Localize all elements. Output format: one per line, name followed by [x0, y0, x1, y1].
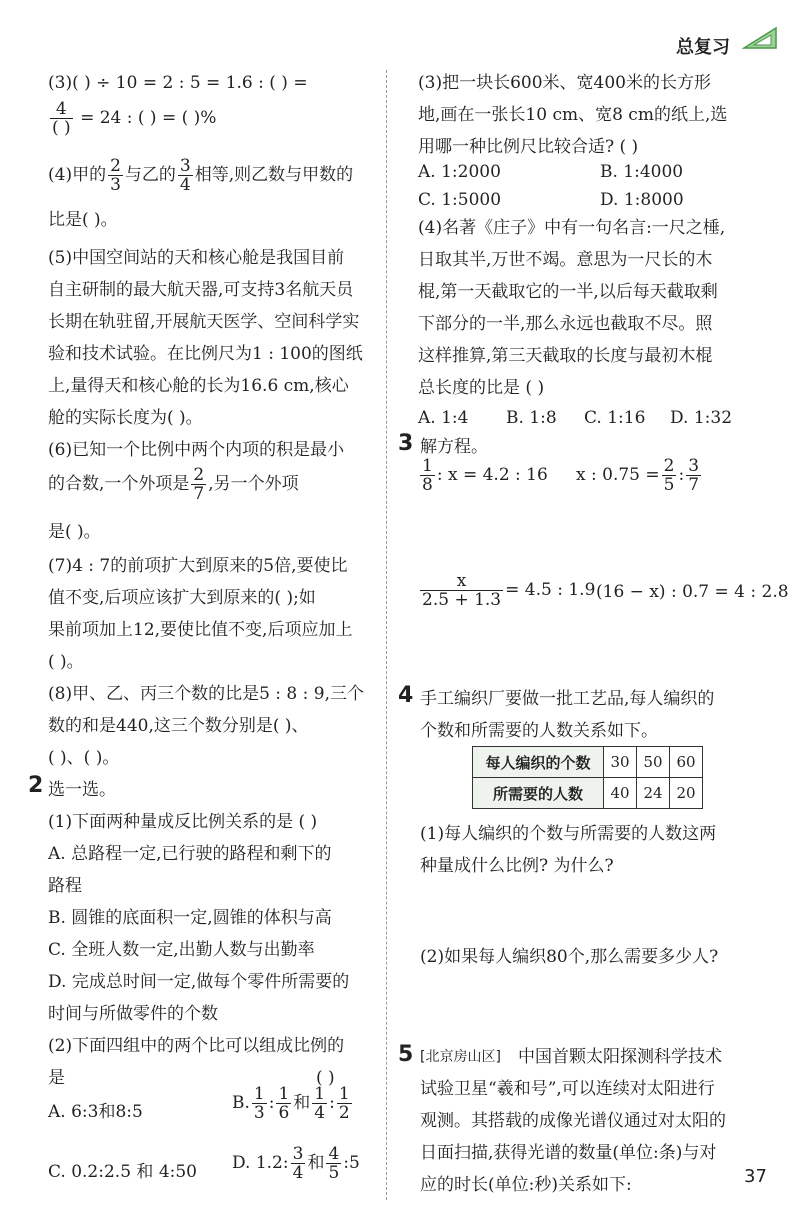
q1-7-line: 果前项加上12,要使比值不变,后项应加上 [48, 620, 353, 640]
q1-6-line1: (6)已知一个比例中两个内项的积是最小 [48, 440, 345, 460]
table-cell: 60 [670, 747, 703, 778]
question-number: 5 [398, 1042, 414, 1067]
q1-5-line: (5)中国空间站的天和核心舱是我国目前 [48, 248, 345, 268]
q4-2-line: (2)如果每人编织80个,那么需要多少人? [420, 947, 719, 967]
q2-2-line2: 是 [48, 1068, 65, 1088]
table-row [473, 778, 703, 809]
page-number: 37 [744, 1166, 767, 1187]
table-cell: 30 [604, 747, 637, 778]
q2-4-line: (4)名著《庄子》中有一句名言:一尺之棰, [418, 218, 726, 238]
question-number: 4 [398, 683, 414, 708]
q1-5-line: 验和技术试验。在比例尺为1 : 100的图纸 [48, 344, 363, 364]
q2-3-line: 地,画在一张长10 cm、宽8 cm的纸上,选 [418, 105, 728, 125]
question-number: 3 [398, 431, 414, 456]
q2-3-line: 用哪一种比例尺比较合适? ( ) [418, 137, 639, 157]
table-cell: 20 [670, 778, 703, 809]
q4-line: 手工编织厂要做一批工艺品,每人编织的 [420, 689, 715, 709]
q2-2-option-d: D. 1.2: $\frac{3}{4}$ 和 $\frac{4}{5}$ :5 [232, 1144, 360, 1183]
q1-8-line: 数的和是440,这三个数分别是( )、 [48, 716, 309, 736]
q2-2-option-b: B. $\frac{1}{3}$ : $\frac{1}{6}$ 和 $\frac{1}{4}$ : $\frac{1}{2}$ [232, 1084, 350, 1123]
q1-5-line: 上,量得天和核心舱的长为16.6 cm,核心 [48, 376, 349, 396]
q2-4-line: 棍,第一天截取它的一半,以后每天截取剩 [418, 282, 718, 302]
q1-6-line3: 是( )。 [48, 522, 101, 542]
q2-4-line: 总长度的比是 ( ) [418, 378, 545, 398]
q5-line: 中国首颗太阳探测科学技术 [518, 1047, 722, 1067]
table-row [473, 747, 703, 778]
q5-line: 日面扫描,获得光谱的数量(单位:条)与对 [420, 1143, 717, 1163]
q5-line: 观测。其搭载的成像光谱仪通过对太阳的 [420, 1111, 726, 1131]
table-cell: 50 [637, 747, 670, 778]
q2-title: 选一选。 [48, 780, 116, 800]
table-header-cell: 每人编织的个数 [473, 747, 604, 778]
q4-1-line: (1)每人编织的个数与所需要的人数这两 [420, 824, 717, 844]
q1-4-line1: (4)甲的 $\frac{2}{3}$ 与乙的 $\frac{3}{4}$ 相等,则乙数与甲数的 [48, 156, 354, 195]
q2-4-option-b: B. 1:8 [506, 408, 557, 428]
equation-4: (16 − x) : 0.7 = 4 : 2.8 [596, 582, 789, 602]
answer-paren: ( ) [316, 1068, 335, 1088]
column-divider [386, 70, 387, 1200]
q1-6-line2: 的合数,一个外项是 $\frac{2}{7}$ ,另一个外项 [48, 465, 299, 504]
q2-4-option-a: A. 1:4 [418, 408, 469, 428]
q1-8-line: (8)甲、乙、丙三个数的比是5 : 8 : 9,三个 [48, 684, 365, 704]
q2-4-line: 这样推算,第三天截取的长度与最初木棍 [418, 346, 713, 366]
q1-7-line: (7)4 : 7的前项扩大到原来的5倍,要使比 [48, 556, 348, 576]
q2-1-option: B. 圆锥的底面积一定,圆锥的体积与高 [48, 908, 332, 928]
q2-2-option-a: A. 6:3和8:5 [48, 1102, 143, 1122]
equation-2: x : 0.75 = $\frac{2}{5}$ : $\frac{3}{7}$ [576, 456, 700, 495]
data-table [472, 746, 703, 809]
q3-title: 解方程。 [420, 437, 488, 457]
q1-3-line1: (3)( ) ÷ 10 = 2 : 5 = 1.6 : ( ) = [48, 73, 308, 93]
q1-5-line: 舱的实际长度为( )。 [48, 408, 203, 428]
question-number: 2 [28, 773, 44, 798]
q1-5-line: 长期在轨驻留,开展航天医学、空间科学实 [48, 312, 360, 332]
q2-3-option-b: B. 1:4000 [600, 162, 684, 182]
q2-3-option-c: C. 1:5000 [418, 190, 502, 210]
fraction: $\frac{4}{( )}$ [52, 99, 71, 138]
q1-3-line2: $\frac{4}{( )}$ = 24 : ( ) = ( )% [52, 99, 217, 138]
q2-1-option: 路程 [48, 876, 82, 896]
q2-2-option-c: C. 0.2:2.5 和 4:50 [48, 1162, 197, 1182]
table-header-cell: 所需要的人数 [473, 778, 604, 809]
q1-7-line: ( )。 [48, 652, 84, 672]
q4-line: 个数和所需要的人数关系如下。 [420, 721, 658, 741]
q5-line: 试验卫星“羲和号”,可以连续对太阳进行 [420, 1079, 715, 1099]
q5-line: 应的时长(单位:秒)关系如下: [420, 1175, 632, 1195]
q2-2-line1: (2)下面四组中的两个比可以组成比例的 [48, 1036, 345, 1056]
q1-7-line: 值不变,后项应该扩大到原来的( );如 [48, 588, 316, 608]
q2-3-option-d: D. 1:8000 [600, 190, 684, 210]
table-cell: 24 [637, 778, 670, 809]
q1-5-line: 自主研制的最大航天器,可支持3名航天员 [48, 280, 354, 300]
equation-1: $\frac{1}{8}$ : x = 4.2 : 16 [422, 456, 548, 495]
q2-4-option-c: C. 1:16 [584, 408, 646, 428]
table-cell: 40 [604, 778, 637, 809]
equation-3: $\frac{x}{2.5 + 1.3}$ = 4.5 : 1.9 [422, 571, 596, 610]
q2-1-option: C. 全班人数一定,出勤人数与出勤率 [48, 940, 315, 960]
page-header-title: 总复习 [676, 37, 730, 58]
q2-1-option: A. 总路程一定,已行驶的路程和剩下的 [48, 844, 332, 864]
q2-3-option-a: A. 1:2000 [418, 162, 501, 182]
q2-1-line: (1)下面两种量成反比例关系的是 ( ) [48, 812, 318, 832]
q2-4-line: 下部分的一半,那么永远也截取不尽。照 [418, 314, 713, 334]
region-tag: [北京房山区] [420, 1049, 501, 1065]
q1-8-line: ( )、( )。 [48, 748, 120, 768]
q2-4-option-d: D. 1:32 [670, 408, 733, 428]
q2-4-line: 日取其半,万世不竭。意思为一尺长的木 [418, 250, 713, 270]
q1-4-line2: 比是( )。 [48, 210, 118, 230]
q2-1-option: D. 完成总时间一定,做每个零件所需要的 [48, 972, 350, 992]
q2-3-line: (3)把一块长600米、宽400米的长方形 [418, 73, 711, 93]
triangle-ruler-icon [740, 24, 780, 52]
q2-1-option: 时间与所做零件的个数 [48, 1004, 218, 1024]
q4-1-line: 种量成什么比例? 为什么? [420, 856, 614, 876]
